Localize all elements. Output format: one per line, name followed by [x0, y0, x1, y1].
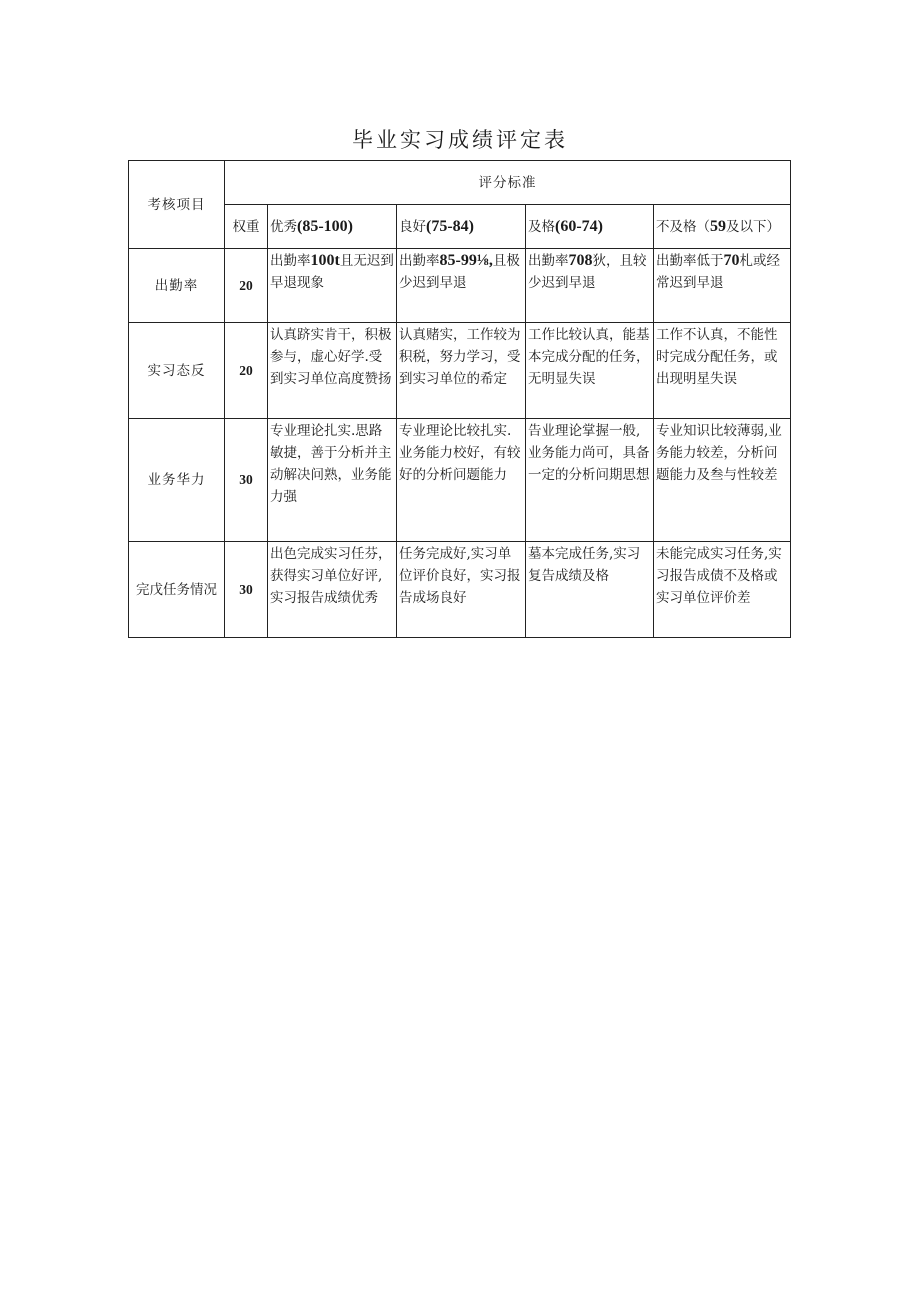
task-good: 任务完成好,实习单位评价良好，实习报告成场良好 [397, 542, 526, 638]
ability-good: 专业理论比较扎实.业务能力校好，有较好的分析问题能力 [397, 419, 526, 542]
weight-task-completion: 30 [225, 542, 268, 638]
item-ability: 业务华力 [129, 419, 225, 542]
item-header: 考核项目 [129, 161, 225, 249]
task-pass: 墓本完成任务,实习复告成绩及格 [526, 542, 654, 638]
attitude-pass: 工作比较认真，能基本完成分配的任务，无明显失误 [526, 323, 654, 419]
task-excellent: 出色完成实习任芬，获得实习单位好评,实习报告成绩优秀 [268, 542, 397, 638]
level-header-pass: 及格(60-74) [526, 205, 654, 249]
attitude-excellent: 认真跻实肯干，积极参与，虚心好学.受到实习单位高度赞扬 [268, 323, 397, 419]
ability-fail: 专业知识比较薄弱,业务能力较差，分析问题能力及叁与性较差 [654, 419, 791, 542]
attendance-excellent: 出勤率100t且无迟到早退现象 [268, 249, 397, 323]
weight-attendance: 20 [225, 249, 268, 323]
grade-table [128, 160, 791, 638]
attitude-fail: 工作不认真，不能性时完成分配任务，或出现明星失误 [654, 323, 791, 419]
item-attendance: 出勤率 [129, 249, 225, 323]
item-attitude: 实习态反 [129, 323, 225, 419]
level-header-excellent: 优秀(85-100) [268, 205, 397, 249]
ability-pass: 告业理论掌握一般,业务能力尚可，具备一定的分析问期思想 [526, 419, 654, 542]
item-task-completion: 完戊任务情况 [129, 542, 225, 638]
level-header-good: 良好(75-84) [397, 205, 526, 249]
attendance-pass: 出勤率708狄，且较少迟到早退 [526, 249, 654, 323]
weight-attitude: 20 [225, 323, 268, 419]
page-title: 毕业实习成绩评定表 [352, 128, 568, 152]
attendance-good: 出勤率85-99⅛,且极少迟到早退 [397, 249, 526, 323]
attitude-good: 认真赌实，工作较为积税，努力学习，受到实习单位的希定 [397, 323, 526, 419]
task-fail: 未能完成实习任务,实习报告成债不及格或实习单位评价差 [654, 542, 791, 638]
ability-excellent: 专业理论扎实.思路敏捷，善于分析并主动解决问熟，业务能力强 [268, 419, 397, 542]
criteria-header: 评分标准 [225, 161, 791, 205]
level-header-fail: 不及格（59及以下） [654, 205, 791, 249]
weight-ability: 30 [225, 419, 268, 542]
attendance-fail: 出勤率低于70札或经常迟到早退 [654, 249, 791, 323]
weight-header: 权重 [225, 205, 268, 249]
